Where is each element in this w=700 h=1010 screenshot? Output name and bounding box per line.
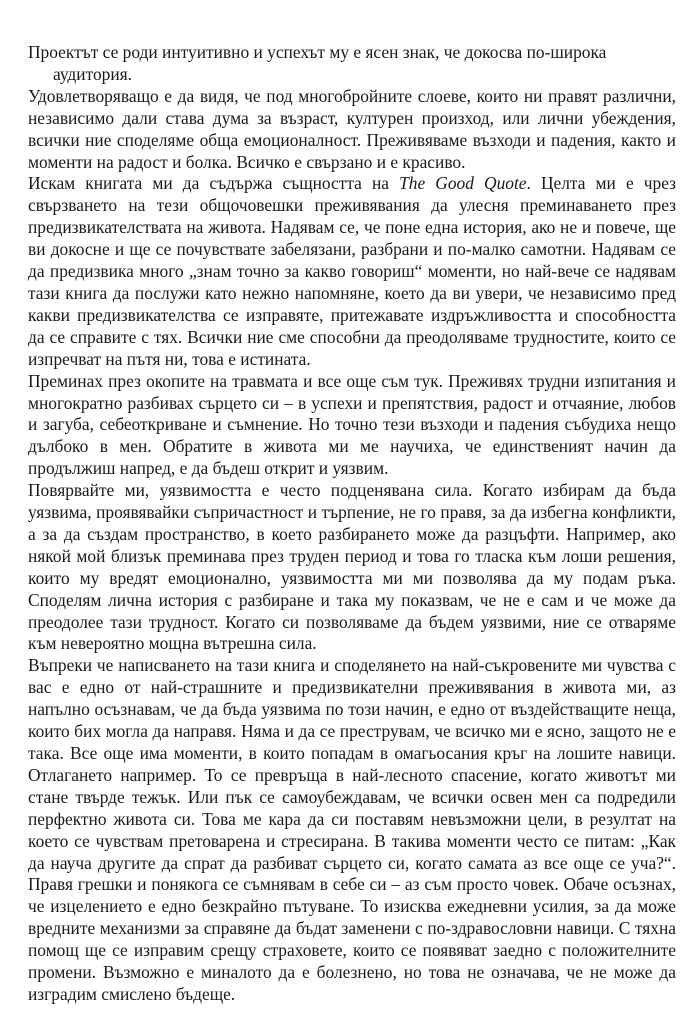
- paragraph-1: [28, 42, 676, 86]
- book-title-italic: The Good Quote: [399, 173, 527, 194]
- paragraph-1-lead: Проектът се роди интуитивно и успехът му е ясен знак, че докосва по-широка: [28, 42, 607, 62]
- paragraph-3-before: Искам книгата ми да съдържа същността на: [28, 173, 400, 194]
- paragraph-3: [28, 173, 676, 370]
- paragraph-2: Удовлетворяващо е да видя, че под многобройните слоеве, които ни правят различни, независимо дали става дума за възраст, културен произход, или лични убеждения, всички ние споделяме обща емоционалност. Преживяваме възходи и падения, както и моменти на радост и болка. Всичко е свързано и е красиво.: [28, 85, 676, 172]
- paragraph-1-continuation: аудитория.: [53, 63, 133, 84]
- paragraph-4: Преминах през окопите на травмата и все още съм тук. Преживях трудни изпитания и многократно разбивах сърцето си – в успехи и препятствия, радост и отчаяние, любов и загуба, себеоткриване и съмнение. Но точно тези възходи и падения събудиха нещо дълбоко в мен. Обратите в живота ми ме научиха, че единственият начин да продължиш напред, е да бъдеш открит и уязвим.: [28, 370, 676, 479]
- paragraph-3-after: . Целта ми е чрез свързването на тези общочовешки преживявания да улесня преминаването през предизвикателствата на живота. Надявам се, че поне една история, ако не и повече, ще ви докосне и ще се почувствате забелязани, разбрани и по-малко самотни. Надявам се да предизвика много „знам точно за какво говориш“ моменти, но най-вече се надявам тази книга да послужи като нежно напомняне, което да ви увери, че независимо пред какви предизвикателства се изправяте, притежавате издръжливостта и способността да се справите с тях. Всички ние сме способни да преодоляваме трудностите, които се изпречват на пътя ни, това е истината.: [28, 173, 677, 369]
- document-body: [28, 42, 676, 1006]
- paragraph-6: Въпреки че написването на тази книга и споделянето на най-съкровените ми чувства с вас е едно от най-страшните и предизвикателни преживявания в живота ми, аз напълно осъзнавам, че да бъда уязвима по този начин, е едно от въздействащите неща, които бих могла да направя. Няма и да се преструвам, че всичко ми е ясно, защото не е така. Все още има моменти, в които попадам в омагьосания кръг на лошите навици. Отлагането например. То се превръща в най-лесното спасение, когато животът ми стане твърде тежък. Или пък се самоубеждавам, че всички освен мен са подредили перфектно живота си. Това ме кара да си поставям невъзможни цели, в резултат на което се чувствам претоварена и стресирана. В такива моменти често се питам: „Как да науча другите да спрат да разбиват сърцето си, когато самата аз все още се уча?“. Правя грешки и понякога се съмнявам в себе си – аз съм просто човек. Обаче осъзнах, че изцелението е едно безкрайно пътуване. То изисква ежедневни усилия, за да може вредните механизми за справяне да бъдат заменени с по-здравословни навици. С тяхна помощ ще се изправим срещу страховете, които се появяват заедно с положителните промени. Възможно е миналото да е болезнено, но това не означава, че не може да изградим смислено бъдеще.: [28, 655, 676, 1004]
- paragraph-5: Повярвайте ми, уязвимостта е често подценявана сила. Когато избирам да бъда уязвима, проявявайки съпричастност и търпение, не го правя, за да избегна конфликти, а за да създам пространство, в което разбирането може да разцъфти. Например, ако някой мой близък преминава през труден период и това го тласка към лоши решения, които му вредят емоционално, уязвимостта ми ми позволява да му подам ръка. Споделям лична история с разбиране и така му показвам, че не е сам и че може да преодолее тази трудност. Когато си позволяваме да бъдем уязвими, ние се отваряме към невероятно мощна вътрешна сила.: [28, 480, 676, 654]
